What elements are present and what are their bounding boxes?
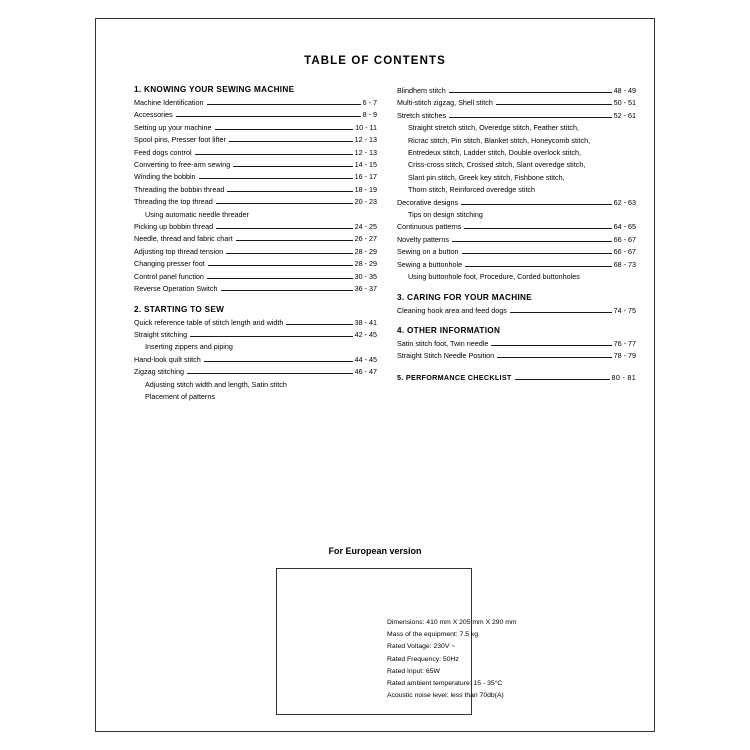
toc-leader-line bbox=[449, 92, 612, 93]
toc-entry-pages: 26 - 27 bbox=[354, 234, 377, 244]
toc-entry-label: Straight Stitch Needle Position bbox=[396, 351, 495, 361]
toc-entry-label: Setting up your machine bbox=[134, 122, 212, 132]
toc-entry-pages: 48 - 49 bbox=[613, 86, 636, 95]
toc-entry-pages: 64 - 65 bbox=[613, 222, 636, 232]
toc-entry-pages: 14 - 15 bbox=[354, 160, 377, 170]
toc-leader-line bbox=[449, 117, 611, 118]
toc-entry-label: Multi-stitch zigzag, Shell stitch bbox=[396, 98, 493, 108]
spec-line: Rated Voltage: 230V ~ bbox=[387, 643, 456, 651]
toc-section-heading: 3. CARING FOR YOUR MACHINE bbox=[396, 292, 533, 302]
toc-entry-pages: 12 - 13 bbox=[354, 135, 377, 145]
toc-entry-label: Zigzag stitching bbox=[134, 367, 184, 377]
toc-entry[interactable] bbox=[134, 171, 377, 183]
toc-entry-label: Spool pins, Presser foot lifter bbox=[134, 135, 226, 145]
toc-leader-line bbox=[207, 104, 361, 105]
toc-entry[interactable] bbox=[397, 305, 636, 317]
toc-leader-line bbox=[497, 357, 612, 358]
toc-leader-line bbox=[461, 204, 611, 205]
spec-line: Rated Input: 65W bbox=[387, 667, 440, 675]
toc-entry[interactable] bbox=[397, 110, 636, 122]
toc-entry[interactable] bbox=[397, 234, 636, 246]
toc-entry[interactable] bbox=[397, 350, 636, 362]
toc-subentry: Criss-cross stitch, Crossed stitch, Slant overedge stitch, bbox=[407, 160, 586, 170]
toc-entry-label: 5. PERFORMANCE CHECKLIST bbox=[396, 372, 512, 382]
toc-entry-label: Continuous patterns bbox=[396, 222, 462, 232]
toc-subentry: Using automatic needle threader bbox=[145, 209, 249, 219]
toc-entry[interactable] bbox=[134, 283, 377, 295]
toc-section-heading: 2. STARTING TO SEW bbox=[134, 304, 225, 314]
toc-leader-line bbox=[452, 241, 612, 242]
toc-entry-pages: 8 - 9 bbox=[362, 110, 377, 120]
toc-leader-line bbox=[176, 116, 361, 117]
toc-leader-line bbox=[221, 290, 353, 291]
toc-entry-pages: 46 - 47 bbox=[354, 367, 377, 377]
toc-entry-label: Blindhem stitch bbox=[396, 86, 446, 95]
toc-entry-pages: 6 - 7 bbox=[362, 98, 377, 107]
toc-entry[interactable] bbox=[397, 246, 636, 258]
toc-leader-line bbox=[515, 379, 610, 380]
toc-leader-line bbox=[207, 278, 353, 279]
toc-entry[interactable] bbox=[134, 366, 377, 378]
toc-entry-label: Winding the bobbin bbox=[134, 172, 196, 182]
toc-entry-label: Machine Identification bbox=[134, 98, 204, 107]
toc-entry-label: Satin stitch foot, Twin needle bbox=[396, 338, 489, 348]
toc-entry-pages: 38 - 41 bbox=[354, 317, 377, 327]
toc-entry-label: Adjusting top thread tension bbox=[134, 246, 224, 256]
toc-entry[interactable] bbox=[134, 258, 377, 270]
toc-subentry: Inserting zippers and piping bbox=[145, 342, 233, 352]
toc-entry[interactable] bbox=[134, 97, 377, 109]
toc-entry[interactable] bbox=[134, 317, 377, 329]
toc-leader-line bbox=[216, 228, 352, 229]
toc-entry-label: Threading the bobbin thread bbox=[134, 184, 225, 194]
toc-leader-line bbox=[204, 361, 353, 362]
toc-entry[interactable] bbox=[134, 159, 377, 171]
european-version-title: For European version bbox=[328, 546, 422, 556]
toc-entry-label: Decorative designs bbox=[396, 197, 459, 207]
toc-entry-pages: 24 - 25 bbox=[354, 222, 377, 232]
toc-entry[interactable] bbox=[134, 233, 377, 245]
toc-entry-label: Threading the top thread bbox=[134, 197, 213, 207]
toc-entry-pages: 66 - 67 bbox=[613, 247, 636, 257]
toc-leader-line bbox=[226, 253, 352, 254]
toc-entry[interactable] bbox=[134, 147, 377, 159]
toc-entry-pages: 44 - 45 bbox=[354, 354, 377, 364]
toc-entry[interactable] bbox=[134, 329, 377, 341]
toc-leader-line bbox=[233, 166, 352, 167]
toc-entry-pages: 12 - 13 bbox=[354, 147, 377, 157]
toc-entry-label: Quick reference table of stitch length and width bbox=[134, 317, 284, 327]
toc-leader-line bbox=[216, 203, 353, 204]
toc-section-heading: 4. OTHER INFORMATION bbox=[396, 325, 501, 335]
toc-subentry: Slant pin stitch, Greek key stitch, Fishbone stitch, bbox=[407, 172, 565, 182]
toc-entry-label: Control panel function bbox=[134, 271, 204, 281]
toc-entry[interactable] bbox=[397, 97, 636, 109]
toc-subentry: Straight stretch stitch, Overedge stitch, Feather stitch, bbox=[407, 123, 579, 133]
european-version-box bbox=[276, 568, 517, 715]
toc-leader-line bbox=[491, 345, 611, 346]
toc-subentry: Thorn stitch, Reinforced overedge stitch bbox=[407, 185, 536, 195]
toc-entry-pages: 68 - 73 bbox=[613, 259, 636, 269]
toc-entry-pages: 62 - 63 bbox=[613, 197, 636, 207]
toc-entry-pages: 16 - 17 bbox=[354, 172, 377, 182]
toc-leader-line bbox=[227, 191, 352, 192]
toc-leader-line bbox=[187, 373, 353, 374]
toc-entry[interactable] bbox=[134, 134, 377, 146]
toc-entry-label: Sewing on a button bbox=[396, 247, 459, 257]
toc-subentry: Placement of patterns bbox=[145, 391, 215, 401]
toc-subentry: Ricrac stitch, Pin stitch, Blanket stitch, Honeycomb stitch, bbox=[407, 135, 591, 145]
toc-entry-label: Converting to free-arm sewing bbox=[134, 160, 231, 170]
toc-entry-pages: 78 - 79 bbox=[613, 351, 636, 361]
spec-line: Rated Frequency: 50Hz bbox=[387, 655, 459, 663]
toc-entry-pages: 36 - 37 bbox=[354, 284, 377, 294]
toc-entry[interactable] bbox=[134, 184, 377, 196]
toc-leader-line bbox=[199, 178, 353, 179]
toc-leader-line bbox=[464, 228, 611, 229]
toc-section-heading bbox=[397, 372, 636, 384]
toc-entry-label: Sewing a buttonhole bbox=[396, 259, 463, 269]
toc-entry[interactable] bbox=[397, 221, 636, 233]
toc-entry[interactable] bbox=[397, 197, 636, 209]
toc-entry-label: Stretch stitches bbox=[396, 110, 447, 120]
toc-entry-pages: 20 - 23 bbox=[354, 197, 377, 207]
toc-entry-label: Changing presser foot bbox=[134, 259, 205, 269]
toc-section-heading: 1. KNOWING YOUR SEWING MACHINE bbox=[134, 85, 295, 94]
toc-entry[interactable] bbox=[397, 259, 636, 271]
toc-entry-label: Needle, thread and fabric chart bbox=[134, 234, 233, 244]
toc-leader-line bbox=[229, 141, 353, 142]
document-page bbox=[95, 18, 655, 732]
toc-columns bbox=[96, 85, 654, 403]
toc-entry-label: Feed dogs control bbox=[134, 147, 192, 157]
spec-line: Dimensions: 410 mm X 205 mm X 290 mm bbox=[387, 619, 517, 626]
toc-subentry: Using buttonhole foot, Procedure, Corded buttonholes bbox=[407, 272, 580, 282]
toc-entry[interactable] bbox=[134, 122, 377, 134]
toc-entry[interactable] bbox=[397, 85, 636, 97]
toc-subentry: Entredeux stitch, Ladder stitch, Double overlock stitch, bbox=[407, 148, 581, 158]
toc-entry-pages: 28 - 29 bbox=[354, 259, 377, 269]
toc-entry-pages: 10 - 11 bbox=[355, 122, 377, 132]
page-title: TABLE OF CONTENTS bbox=[304, 55, 446, 67]
toc-entry[interactable] bbox=[134, 246, 377, 258]
toc-subentry: Tips on design stitching bbox=[407, 210, 483, 220]
toc-leader-line bbox=[496, 104, 612, 105]
toc-entry-pages: 18 - 19 bbox=[354, 184, 377, 194]
spec-line: Mass of the equipment: 7.5 kg bbox=[387, 631, 479, 639]
toc-entry-label: Novelty patterns bbox=[396, 234, 449, 244]
toc-entry[interactable] bbox=[397, 338, 636, 350]
toc-entry[interactable] bbox=[134, 271, 377, 283]
spec-line: Rated ambient temperature: 15 - 35°C bbox=[387, 680, 503, 688]
toc-entry-label: Accessories bbox=[134, 110, 173, 120]
toc-leader-line bbox=[510, 312, 612, 313]
toc-entry[interactable] bbox=[134, 196, 377, 208]
toc-leader-line bbox=[465, 266, 611, 267]
toc-leader-line bbox=[462, 253, 612, 254]
toc-entry-pages: 30 - 35 bbox=[354, 271, 377, 281]
toc-entry[interactable] bbox=[134, 354, 377, 366]
toc-entry-pages: 76 - 77 bbox=[613, 338, 636, 348]
toc-entry-pages: 42 - 45 bbox=[354, 329, 377, 339]
toc-leader-line bbox=[195, 154, 353, 155]
toc-leader-line bbox=[236, 240, 353, 241]
toc-leader-line bbox=[190, 336, 352, 337]
toc-right-column bbox=[385, 85, 636, 403]
toc-leader-line bbox=[286, 324, 352, 325]
toc-entry-pages: 50 - 51 bbox=[613, 98, 636, 108]
toc-entry-label: Cleaning hook area and feed dogs bbox=[396, 305, 507, 315]
toc-leader-line bbox=[208, 265, 353, 266]
toc-leader-line bbox=[215, 129, 354, 130]
toc-entry-pages: 74 - 75 bbox=[613, 305, 636, 315]
toc-entry-pages: 28 - 29 bbox=[354, 246, 377, 256]
spec-line: Acoustic noise level: less than 70db(A) bbox=[387, 692, 504, 700]
toc-entry[interactable] bbox=[134, 221, 377, 233]
toc-entry-pages: 80 - 81 bbox=[611, 372, 636, 382]
toc-left-column bbox=[134, 85, 385, 403]
toc-subentry: Adjusting stitch width and length, Satin stitch bbox=[145, 379, 287, 389]
toc-entry-label: Hand-look quilt stitch bbox=[134, 354, 201, 364]
european-version-specs bbox=[387, 617, 517, 702]
toc-entry-label: Picking up bobbin thread bbox=[134, 222, 214, 232]
toc-entry-label: Reverse Operation Switch bbox=[134, 284, 218, 294]
toc-entry-label: Straight stitching bbox=[134, 329, 188, 339]
toc-entry-pages: 66 - 67 bbox=[613, 234, 636, 244]
toc-entry[interactable] bbox=[134, 109, 377, 121]
toc-entry-pages: 52 - 61 bbox=[613, 110, 636, 120]
